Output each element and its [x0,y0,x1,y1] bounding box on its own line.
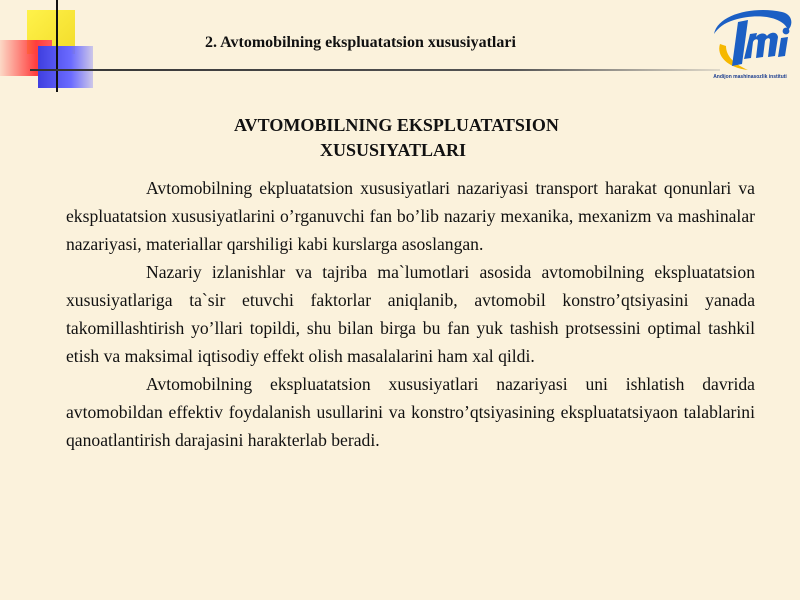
body-text [66,174,755,454]
corner-decoration [0,0,110,100]
paragraph-2: Nazariy izlanishlar va tajriba ma`lumotlari asosida avtomobilning ekspluatatsion xususiyatlariga ta`sir etuvchi faktorlar aniqlanib, avtomobil konstro’qtsiyasini yanada takomillashtirish yo’llari topildi, shu bilan birga bu fan yuk tashish protsessini optimal tashkil etish va maksimal iqtisodiy effekt olish masalalarini ham xal qildi. [66,262,755,366]
paragraph-3: Avtomobilning ekspluatatsion xususiyatlari nazariyasi uni ishlatish davrida avtomobildan effektiv foydalanish usullarini va konstro’qtsiyasining ekspluatatsiyaon talablarini qanoatlantirish darajasini harakterlab beradi. [66,374,755,450]
header-divider [30,69,720,71]
heading-line-1: AVTOMOBILNING EKSPLUATATSION [234,115,559,135]
decor-square-blue [38,46,93,88]
logo-caption: Andijon mashinasozlik instituti [713,74,787,80]
slide-header-title: 2. Avtomobilning ekspluatatsion xususiyatlari [205,34,516,51]
tmi-logo-icon [704,4,796,76]
paragraph-1: Avtomobilning ekpluatatsion xususiyatlari nazariyasi transport harakat qonunlari va ekspluatatsion xususiyatlarini o’rganuvchi fan bo’lib nazariy mexanika, mexanizm va mashinalar nazariyasi, materiallar qarshiligi kabi kurslarga asoslangan. [66,178,755,254]
decor-vertical-line [56,0,58,92]
heading-line-2: XUSUSIYATLARI [320,140,467,160]
institute-logo [704,4,796,90]
